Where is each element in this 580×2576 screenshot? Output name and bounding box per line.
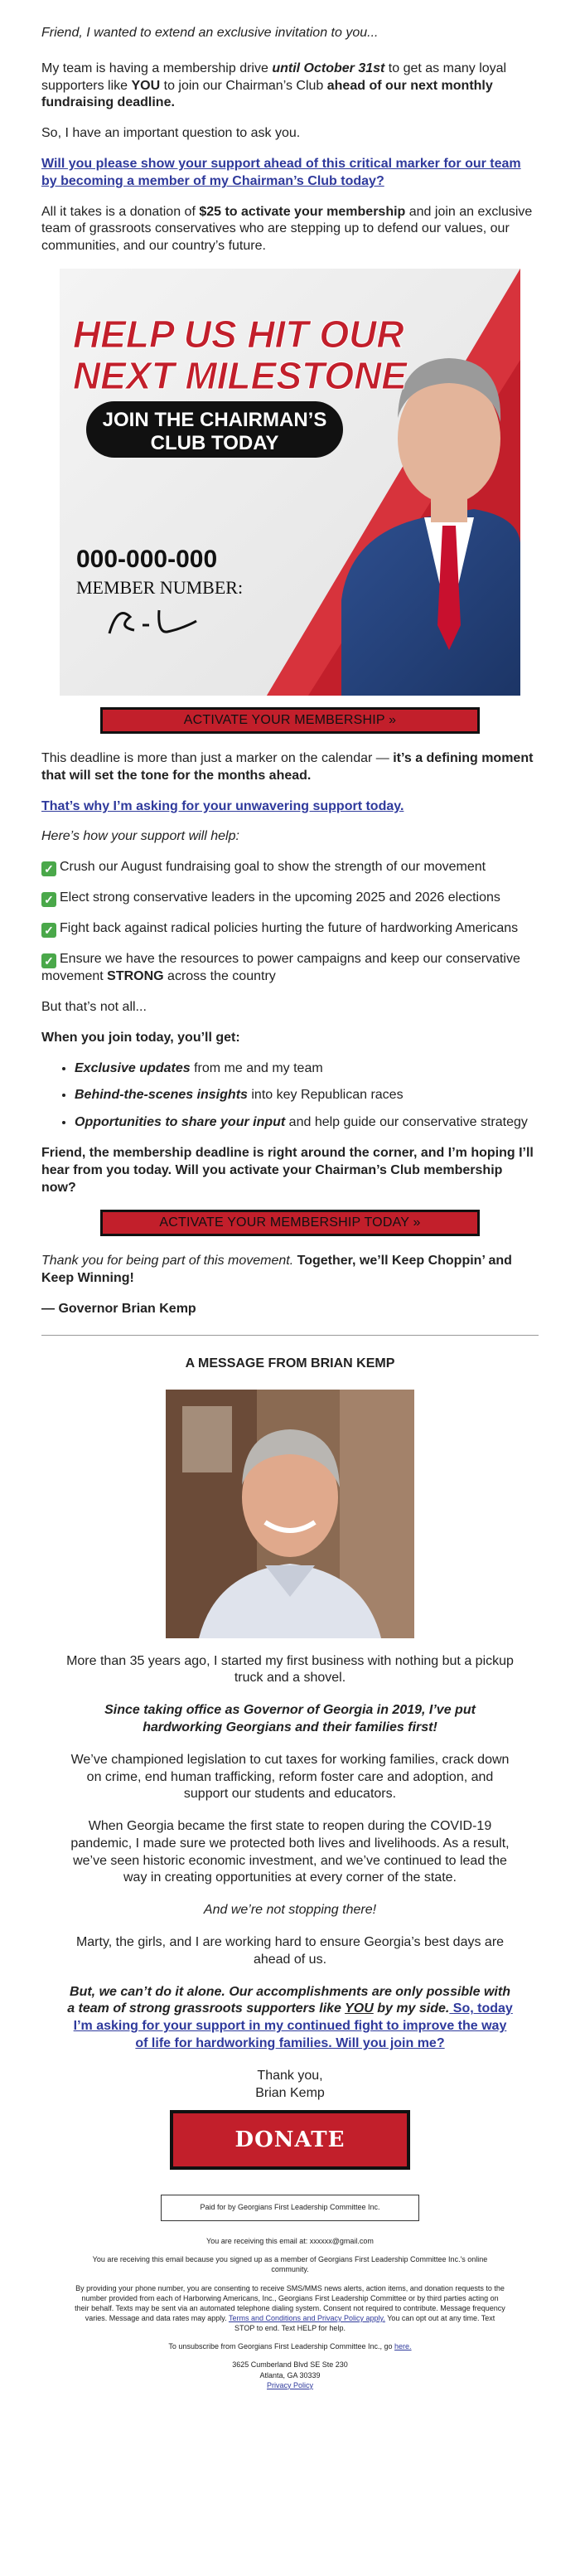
check-item (41, 920, 539, 938)
get-heading-text: When you join today, you’ll get: (41, 1030, 240, 1045)
deadline-bold-text: Friend, the membership deadline is right around the corner, and I’m hoping I’ll hear from you today. Will you activate your Chairman’s Club membership now? (41, 1145, 534, 1195)
paragraph-link1 (41, 156, 539, 191)
check-text: Ensure we have the resources to power campaigns and keep our conservative movement (41, 952, 520, 984)
text: This deadline is more than just a marker on the calendar — (41, 750, 394, 765)
list-item (75, 1114, 539, 1132)
thank-you: Thank you, (257, 2068, 323, 2083)
text: and join an exclusive team of grassroots conservatives who are stepping up to defend our values, our communities, and our country’s future. (41, 204, 533, 254)
paragraph-deadline-bold (41, 1145, 539, 1196)
get-heading (41, 1030, 539, 1047)
privacy-policy-link[interactable]: Privacy Policy (266, 2380, 313, 2389)
help-intro (41, 828, 539, 846)
paragraph-membership-drive (41, 61, 539, 112)
check-item (41, 859, 539, 876)
deadline-emphasis: ahead of our next monthly fundraising deadline. (41, 78, 493, 110)
message-p3: We’ve championed legislation to cut taxes for working families, crack down on crime, end human trafficking, reform foster care and adoption, and support our students and educators. (70, 1752, 510, 1802)
hero-membership-banner[interactable] (60, 269, 520, 696)
divider (41, 1335, 539, 1336)
donation-amount: $25 to activate your membership (199, 204, 406, 219)
unsub-text: To unsubscribe from Georgians First Leadership Committee Inc., go (168, 2342, 395, 2351)
check-text: Elect strong conservative leaders in the upcoming 2025 and 2026 elections (60, 890, 500, 905)
paragraph-thanks (41, 1253, 539, 1288)
message-heading: A MESSAGE FROM BRIAN KEMP (185, 1356, 395, 1370)
list-item (75, 1087, 539, 1104)
check-text: Fight back against radical policies hurting the future of hardworking Americans (60, 921, 519, 936)
check-text: Crush our August fundraising goal to show the strength of our movement (60, 860, 486, 875)
defining-moment: it’s a defining moment that will set the tone for the months ahead. (41, 750, 534, 783)
governor-portrait (166, 1390, 414, 1638)
headline (73, 313, 408, 397)
footer-unsubscribe (75, 2341, 505, 2351)
keep-choppin: Together, we’ll Keep Choppin’ and Keep Winning! (41, 1254, 512, 1286)
you-emphasis: YOU (131, 78, 161, 93)
message-p2 (66, 1702, 514, 1737)
member-number: 000-000-000 (76, 545, 218, 573)
thanks-text: Thank you for being part of this movement. (41, 1254, 297, 1269)
paragraph-donation (41, 204, 539, 255)
text: to join our Chairman’s Club (160, 78, 327, 93)
message-closing (66, 2068, 514, 2103)
deadline-date: until October 31st (272, 61, 385, 75)
check-icon: ✓ (41, 953, 56, 968)
you-emphasis: YOU (345, 2001, 374, 2016)
message-section (41, 1356, 539, 2171)
headline-line1: HELP US HIT OUR (73, 312, 404, 356)
donate-button[interactable]: DONATE (170, 2110, 410, 2170)
terms-link[interactable]: Terms and Conditions and Privacy Policy apply. (228, 2313, 385, 2322)
benefit-title: Behind-the-scenes insights (75, 1088, 248, 1103)
message-p4: When Georgia became the first state to reopen during the COVID-19 pandemic, I made sure we protected both lives and livelihoods. As a result, we’ve seen historic economic investment, and we’ve continued to lead the way in creating opportunities at every corner of the state. (70, 1819, 510, 1885)
message-p5-text: And we’re not stopping there! (203, 1903, 377, 1918)
message-p7 (66, 1984, 514, 2053)
not-all: But that’s not all... (41, 999, 147, 1014)
text: My team is having a membership drive (41, 61, 273, 75)
signer-name: Brian Kemp (255, 2085, 325, 2100)
activate-membership-today-button[interactable]: ACTIVATE YOUR MEMBERSHIP TODAY » (100, 1210, 480, 1236)
benefit-text: and help guide our conservative strategy (285, 1115, 528, 1130)
address-line1: 3625 Cumberland Blvd SE Ste 230 (232, 2360, 348, 2370)
message-p5 (66, 1902, 514, 1919)
message-p7-text: But, we can’t do it alone. Our accomplishments are only possible with a team of strong grassroots supporters like (67, 1984, 510, 2016)
paragraph-question: So, I have an important question to ask you. (41, 126, 301, 141)
benefit-title: Opportunities to share your input (75, 1115, 286, 1130)
pill-line1: JOIN THE CHAIRMAN’S (102, 408, 327, 431)
message-p2-text: Since taking office as Governor of Georgia in 2019, I’ve put hardworking Georgians and their families first! (104, 1703, 476, 1734)
check-item (41, 951, 539, 986)
text: to get as many loyal supporters like (41, 61, 507, 93)
benefits-list (41, 1060, 539, 1132)
support-link[interactable]: That’s why I’m asking for your unwavering support today. (41, 798, 404, 813)
footer-address (75, 2360, 505, 2389)
message-p7-text: by my side. (373, 2001, 450, 2016)
check-icon: ✓ (41, 923, 56, 938)
sms-text: By providing your phone number, you are consenting to receive SMS/MMS news alerts, action items, and donation requests to the number provided from each of Harborwing Americans, Inc., Georgians First Leadership Committee or by third parties acting on their behalf. Texts may be sent via an automated telephone dialing system. Consent not required to contribute. Message frequency varies. Message and data rates may apply. (75, 2283, 505, 2322)
message-p1: More than 35 years ago, I started my first business with nothing but a pickup truck and a shovel. (66, 1653, 514, 1686)
check-text: across the country (163, 969, 276, 984)
signoff (41, 1301, 539, 1318)
strong-emphasis: STRONG (107, 969, 164, 984)
intro-line: Friend, I wanted to extend an exclusive invitation to you... (41, 26, 379, 40)
signoff-text: — Governor Brian Kemp (41, 1301, 196, 1316)
paid-for-disclaimer: Paid for by Georgians First Leadership Committee Inc. (161, 2195, 419, 2221)
check-icon: ✓ (41, 861, 56, 876)
benefit-title: Exclusive updates (75, 1060, 191, 1075)
footer-receiving: You are receiving this email at: xxxxxx@gmail.com (206, 2237, 374, 2246)
activate-membership-button[interactable]: ACTIVATE YOUR MEMBERSHIP » (100, 707, 480, 734)
check-icon: ✓ (41, 892, 56, 907)
benefit-text: from me and my team (190, 1060, 323, 1075)
pill-line2: CLUB TODAY (150, 431, 279, 454)
chairmans-club-link[interactable]: Will you please show your support ahead of this critical marker for our team by becoming a member of my Chairman’s Club today? (41, 156, 521, 188)
paragraph-link2 (41, 798, 539, 816)
list-item (75, 1060, 539, 1078)
footer-fine-print (41, 2236, 539, 2390)
sms-tail: You can opt out at any time. Text STOP to end. Text HELP for help. (234, 2313, 495, 2333)
join-me-link[interactable]: So, today I’m asking for your support in my continued fight to improve the way of life for hardworking families. Will you join me? (73, 2001, 513, 2051)
footer-sms (75, 2283, 505, 2334)
address-line2: Atlanta, GA 30339 (259, 2370, 321, 2380)
unsubscribe-link[interactable]: here. (394, 2342, 412, 2351)
footer-signed-up: You are receiving this email because you signed up as a member of Georgians First Leadership Committee Inc.'s online community. (92, 2255, 488, 2274)
headline-line2: NEXT MILESTONE (73, 353, 407, 397)
paragraph-deadline (41, 750, 539, 785)
message-p6: Marty, the girls, and I are working hard to ensure Georgia’s best days are ahead of us. (75, 1935, 505, 1967)
member-number-label: MEMBER NUMBER: (76, 576, 244, 598)
benefit-text: into key Republican races (247, 1088, 404, 1103)
check-item (41, 890, 539, 907)
help-intro-text: Here’s how your support will help: (41, 829, 239, 844)
text: All it takes is a donation of (41, 204, 200, 219)
